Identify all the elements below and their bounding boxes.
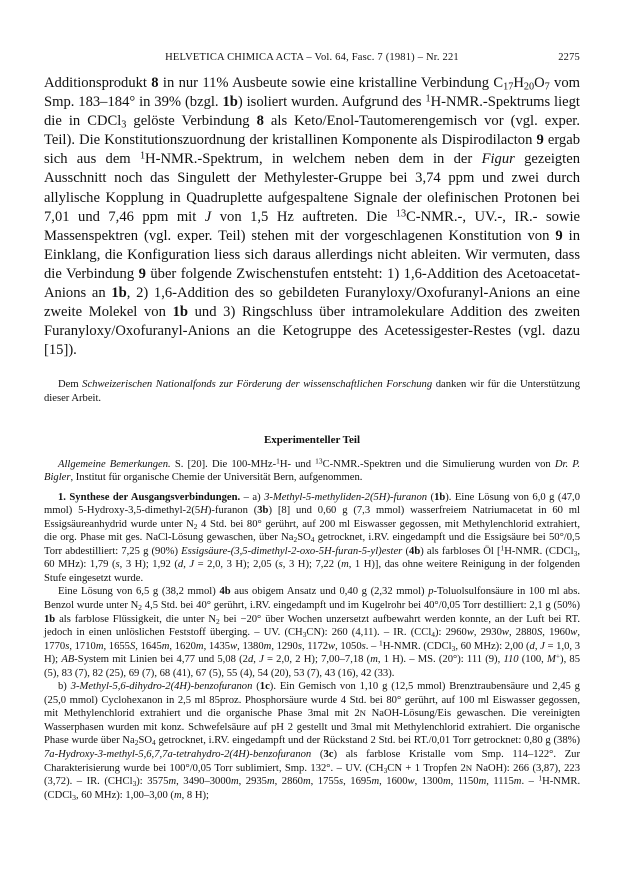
- text-run: SO: [297, 532, 311, 544]
- text-run: gelöste Verbindung: [126, 113, 257, 130]
- compound-ref: 8: [256, 113, 264, 130]
- synthesis-paragraph-a: [44, 491, 580, 586]
- intensity: S: [536, 627, 543, 639]
- compound-name: 7a-Hydroxy-3-methyl-5,6,7,7a-tetrahydro-2(4H)-benzofuranon: [44, 748, 312, 760]
- intensity: m: [168, 776, 177, 788]
- text-run: über folgende Zwischenstufen entsteht: 1) 1,6-Addition des Acetoacetat-Anions an: [44, 265, 580, 302]
- compound-ref: 1b: [111, 285, 127, 302]
- compound-ref: 1b: [434, 491, 446, 503]
- text-run: , 1380: [237, 640, 264, 652]
- symbol: J: [189, 559, 195, 571]
- compound-ref: 3b: [257, 505, 269, 517]
- symbol: M: [547, 654, 556, 666]
- multiplicity: d: [247, 654, 254, 666]
- text-run: ). Ein Gemisch von 1,10 g (12,5 mmol) Brenztraubensäure und 2,45 g (25,0 mmol) Cyclohexanon in 2,5 ml 85proz. Phosphorsäure wurde 4 Std. bei 80° gerührt, auf 100 ml Eiswasser gegossen, mit Methylenchlorid extrahiert und die organische Phase 3mal mit 2: [44, 681, 580, 720]
- intro-paragraph: [44, 74, 580, 360]
- superscript: 1: [379, 638, 383, 648]
- text-run: CN + 1 Tropfen 2: [387, 762, 466, 774]
- text-run: 4 Std. bei 80° gerührt, auf 200 ml Eiswasser gegossen, mit Methylenchlorid extrahiert, die org. Phase mit ges. NaCl-Lösung gewaschen, über Na: [44, 518, 580, 544]
- compound-ref: 1b: [222, 94, 238, 111]
- symbol: J: [204, 208, 212, 225]
- text-run: ) [8] und 0,60 g (7,3 mmol) wasserfreiem Natriumacetat in 60 ml Essigsäureanhydrid wurde unter N: [44, 505, 580, 530]
- intensity: s: [339, 776, 344, 788]
- text-run: , 3490–3000: [176, 776, 231, 788]
- text-run: H-NMR. (CDCl: [504, 545, 574, 557]
- figure-ref: Figur: [481, 151, 515, 168]
- text-run: als Keto/Enol-Tautomerengemisch vor (vgl. exper. Teil). Die Konstitutionszuordnung der kristallinen Komponente als Dispirodilacton: [44, 113, 581, 149]
- text-run: danken wir für die Unterstützung dieser Arbeit.: [44, 379, 580, 404]
- text-run: , 2930: [473, 627, 502, 639]
- ms-peak: 110: [503, 654, 519, 666]
- text-run: – a): [240, 491, 265, 503]
- text-run: S. [20]. Die 100-MHz-: [170, 458, 277, 470]
- person-name: Dr. P. Bigler: [44, 458, 580, 484]
- text-run: , 1755: [310, 776, 339, 788]
- text-run: , 3 H); 7,22 (: [282, 559, 342, 571]
- text-run: ) als farbloses Öl [: [420, 545, 501, 557]
- text-run: H- und: [279, 458, 316, 470]
- subscript: 2: [216, 616, 220, 626]
- subscript: 3: [72, 792, 76, 802]
- text-run: C-NMR.-Spektren und die Simulierung wurden von: [322, 458, 555, 470]
- intensity: w: [230, 640, 238, 652]
- compound-ref: 4b: [219, 586, 231, 598]
- text-run: SO: [138, 735, 153, 747]
- text-run: . –: [365, 640, 380, 652]
- intensity: m: [266, 776, 275, 788]
- text-run: ,: [183, 559, 190, 571]
- compound-ref: 1c: [259, 681, 270, 693]
- symbol: J: [259, 654, 264, 666]
- compound-ref: 1b: [44, 613, 56, 625]
- text-run: , 2860: [274, 776, 303, 788]
- multiplicity: m: [370, 654, 378, 666]
- text-run: . –: [521, 776, 539, 788]
- text-run: , 1695: [343, 776, 372, 788]
- text-run: -System mit Linien bei 4,77 und 5,08 (2: [74, 654, 248, 666]
- page-body: [44, 74, 580, 802]
- synthesis-paragraph-b: [44, 680, 580, 802]
- intensity: m: [371, 776, 380, 788]
- text-run: (: [311, 748, 324, 760]
- subsection-heading: 1. Synthese der Ausgangsverbindungen.: [58, 491, 241, 503]
- text-run: (: [252, 681, 260, 693]
- page-number: 2275: [558, 52, 580, 63]
- text-run: ,: [253, 654, 260, 666]
- text-run: in nur 11% Ausbeute sowie eine kristalline Verbindung C: [158, 75, 504, 91]
- subscript: 3: [383, 765, 388, 775]
- subscript: 4: [152, 738, 156, 748]
- intensity: w: [570, 627, 578, 639]
- symbol: p: [428, 586, 434, 598]
- text-run: H-NMR.-Spektrums liegt die in CDCl: [44, 94, 580, 130]
- text-run: von 1,5 Hz auftreten. Die: [211, 208, 396, 225]
- compound-ref: 1b: [172, 304, 188, 321]
- text-run: und 3) Ringschluss über intramolekulare Addition des zweiten Furanyloxy/Oxofuranyl-Anions an die Ketogruppe des Acetessigester-Restes (vgl. dazu [15]).: [44, 304, 580, 359]
- text-run: , 1770: [44, 627, 581, 652]
- subscript: 4: [431, 629, 435, 639]
- text-run: = 2,0, 3 H); 2,05 (: [194, 559, 279, 571]
- subscript: 20: [523, 81, 535, 93]
- text-run: , 3 H); 1,92 (: [119, 559, 178, 571]
- intensity: m: [442, 776, 451, 788]
- intensity: m: [161, 640, 170, 652]
- text-run: NaOH-Lösung/Eis gewaschen. Die vereinigten Wasserphasen wurden mit konz. Schwefelsäure auf pH 2 gestellt und 3mal mit Methylenchlorid extrahiert. Die organische Phase wurde über Na: [44, 708, 580, 747]
- funding-agency: Schweizerischen Nationalfonds zur Förderung der wissenschaftlichen Forschung: [82, 379, 433, 391]
- running-header: [44, 52, 580, 63]
- superscript: 1: [500, 543, 505, 553]
- text-run: C-NMR.-, UV.-, IR.- sowie Massenspektren (vgl. exper. Teil) stehen mit der vorgeschlagenen Konstitution von: [44, 208, 580, 244]
- intensity: w: [407, 776, 415, 788]
- intensity: m: [95, 640, 104, 652]
- text-run: gezeigten Ausschnitt noch das Singulett der Methylester-Gruppe bei 3,74 ppm und zwei durch allylische Kopplung in Quadruplette aufgespaltene Signale der olefinischen Protonen bei 7,01 und 7,46 ppm mit: [44, 151, 581, 225]
- intensity: m: [195, 640, 204, 652]
- text-run: = 2,0, 2 H); 7,00–7,18 (: [263, 654, 371, 666]
- text-run: getrocknet, i.RV. eingedampft und die Essigsäure bei 50°/0,5 Torr abdestilliert: 7,25 g (90%): [44, 532, 580, 557]
- text-run: ): 3575: [136, 776, 169, 788]
- text-run: = 1,0, 3 H);: [44, 640, 581, 666]
- subscript: 7: [544, 81, 550, 93]
- superscript: 1: [276, 456, 280, 466]
- text-run: Dem: [58, 379, 83, 391]
- text-run: als farblose Flüssigkeit, die unter N: [55, 613, 217, 625]
- text-run: Eine Lösung von 6,5 g (38,2 mmol): [58, 586, 220, 598]
- compound-ref: 9: [536, 132, 544, 149]
- text-run: , 1435: [203, 640, 231, 652]
- text-run: , 1620: [169, 640, 196, 652]
- text-run: H: [513, 75, 524, 91]
- superscript: 13: [395, 208, 407, 220]
- general-remarks: [44, 458, 580, 485]
- symbol: H: [200, 505, 208, 517]
- symbol: J: [540, 640, 545, 652]
- text-run: ) als farblose Kristalle vom Smp. 114–122°. Zur Charakterisierung wurde bei 100°/0,05 Torr sublimiert, Smp. 132°. – UV. (CH: [44, 748, 580, 774]
- text-run: bei −20° über Wochen unzersetzt aufbewahrt werden konnte, an der Luft bei RT. jedoch in einen unlöslichen Feststoff überging. – UV. (CH: [44, 613, 581, 639]
- text-run: , 1960: [542, 627, 571, 639]
- text-run: Additionsprodukt: [44, 75, 152, 91]
- superscript: 1: [425, 93, 431, 105]
- multiplicity: m: [173, 789, 182, 801]
- text-run: , 60 MHz): 1,00–3,00 (: [75, 789, 174, 801]
- intensity: m: [302, 776, 311, 788]
- multiplicity: d: [529, 640, 535, 652]
- text-run: CN): 260 (4,11). – IR. (CCl: [306, 627, 432, 639]
- compound-ref: 8: [151, 75, 159, 91]
- multiplicity: d: [177, 559, 184, 571]
- text-run: )-furanon (: [207, 505, 258, 517]
- text-run: ): 2960: [435, 627, 467, 639]
- text-run: , 1172: [301, 640, 329, 652]
- text-run: ergab sich aus dem: [44, 132, 581, 168]
- text-run: getrocknet, i.RV. eingedampft und der Rückstand 2 Std. bei RT./0,01 Torr getrocknet: 0,80 g (38%): [155, 735, 581, 747]
- text-run: , 1600: [379, 776, 408, 788]
- text-run: , 1 H)], das ohne weitere Reinigung in der folgenden Stufe eingesetzt wurde.: [44, 559, 580, 584]
- paragraph-label: Allgemeine Bemerkungen.: [58, 458, 171, 470]
- text-run: (100,: [518, 654, 548, 666]
- compound-name: Essigsäure-(3,5-dimethyl-2-oxo-5H-furan-5-yl)ester: [181, 545, 403, 557]
- text-run: ) isoliert wurden. Aufgrund des: [237, 94, 426, 111]
- text-run: NaOH): 266 (3,87), 223 (3,72). – IR. (CHCl: [44, 762, 581, 788]
- subscript: 17: [503, 81, 514, 93]
- superscript: 1: [139, 150, 146, 162]
- intensity: s: [65, 640, 70, 652]
- text-run: , Institut für organische Chemie der Universität Bern, aufgenommen.: [70, 472, 363, 484]
- compound-name: 3-Methyl-5-methyliden-2(5H)-furanon: [264, 491, 428, 503]
- compound-ref: 9: [138, 265, 146, 282]
- subscript: 2: [134, 738, 139, 748]
- text-run: (: [427, 491, 435, 503]
- text-run: , 1710: [69, 640, 96, 652]
- text-run: , 1655: [103, 640, 130, 652]
- compound-name: 3-Methyl-5,6-dihydro-2(4H)-benzofuranon: [70, 681, 253, 693]
- compound-ref: 3c: [323, 748, 334, 760]
- multiplicity: s: [115, 559, 120, 571]
- text-run: H-NMR. (CDCl: [44, 776, 581, 801]
- intensity: w: [466, 627, 474, 639]
- compound-ref: 4b: [409, 545, 421, 557]
- text-run: ), 85 (5), 83 (7), 82 (25), 69 (7), 68 (41), 67 (5), 55 (4), 54 (20), 53 (7), 43 (16), 42 (33).: [44, 654, 581, 679]
- text-run: H-NMR.-Spektrum, in welchem neben dem in der: [145, 151, 482, 168]
- text-run: , 1645: [135, 640, 162, 652]
- text-run: , 1115: [486, 776, 514, 788]
- text-run: 4,5 Std. bei 40° gerührt, i.RV. eingedampft und im Kugelrohr bei 40°/0,05 Torr destilliert: 2,1 g (50%): [142, 599, 580, 611]
- intensity: m: [230, 776, 239, 788]
- text-run: , 2935: [238, 776, 267, 788]
- intensity: s: [361, 640, 366, 652]
- intensity: m: [478, 776, 487, 788]
- text-run: , 1050: [335, 640, 362, 652]
- superscript: 13: [315, 456, 323, 466]
- journal-citation: HELVETICA CHIMICA ACTA – Vol. 64, Fasc. 7 (1981) – Nr. 221: [165, 52, 459, 63]
- symbol: AB: [61, 654, 75, 666]
- text-run: , 1 H). – MS. (20°): 111 (9),: [377, 654, 504, 666]
- subscript: 2: [193, 521, 198, 531]
- text-run: , 60 MHz): 1,79 (: [44, 545, 580, 571]
- multiplicity: m: [341, 559, 349, 571]
- text-run: , 1300: [414, 776, 443, 788]
- subscript: 3: [132, 778, 137, 788]
- acknowledgement: [44, 378, 580, 405]
- intensity: w: [501, 627, 509, 639]
- subscript: 2: [293, 535, 298, 545]
- intensity: w: [328, 640, 336, 652]
- text-run: , 60 MHz): 2,00 (: [455, 640, 530, 652]
- text-run: , 2) 1,6-Addition des so gebildeten Furanyloxy/Oxofuranyl-Anions an eine zweite Molekel von: [44, 285, 580, 321]
- text-run: ,: [534, 640, 541, 652]
- text-run: O: [534, 75, 545, 91]
- text-run: b): [58, 681, 71, 693]
- subscript: 3: [121, 119, 127, 131]
- text-run: (: [402, 545, 410, 557]
- text-run: vom Smp. 183–184° in 39% (bzgl.: [44, 75, 580, 111]
- subscript: 2: [138, 602, 142, 612]
- subscript: 3: [451, 643, 456, 653]
- subscript: 4: [310, 535, 315, 545]
- text-run: -Toluolsulfonsäure in 100 ml abs. Benzol wurde unter N: [44, 586, 581, 611]
- normality: N: [465, 762, 473, 773]
- text-run: H-NMR. (CDCl: [382, 640, 452, 652]
- subscript: 3: [573, 548, 578, 558]
- intensity: m: [513, 776, 522, 788]
- text-run: , 1290: [271, 640, 298, 652]
- intensity: s: [297, 640, 302, 652]
- text-run: in Einklang, die Konfiguration liess sich daraus allerdings nicht ableiten. Wir vermuten, dass die Verbindung: [44, 227, 580, 282]
- text-run: ). Eine Lösung von 6,0 g (47,0 mmol) 5-Hydroxy-3,5-dimethyl-2(5: [44, 491, 580, 517]
- intensity: S: [129, 640, 136, 652]
- intensity: m: [263, 640, 272, 652]
- multiplicity: s: [278, 559, 283, 571]
- text-run: , 8 H);: [181, 789, 209, 801]
- text-run: aus obigem Ansatz und 0,40 g (2,32 mmol): [230, 586, 429, 598]
- subscript: 3: [302, 629, 307, 639]
- superscript: +: [555, 651, 561, 661]
- section-title: Experimenteller Teil: [263, 433, 361, 446]
- normality: N: [359, 708, 367, 719]
- superscript: 1: [538, 773, 543, 783]
- compound-ref: 9: [555, 227, 563, 244]
- synthesis-paragraph-a-cont: [44, 585, 580, 680]
- text-run: , 2880: [508, 627, 537, 639]
- text-run: , 1150: [450, 776, 479, 788]
